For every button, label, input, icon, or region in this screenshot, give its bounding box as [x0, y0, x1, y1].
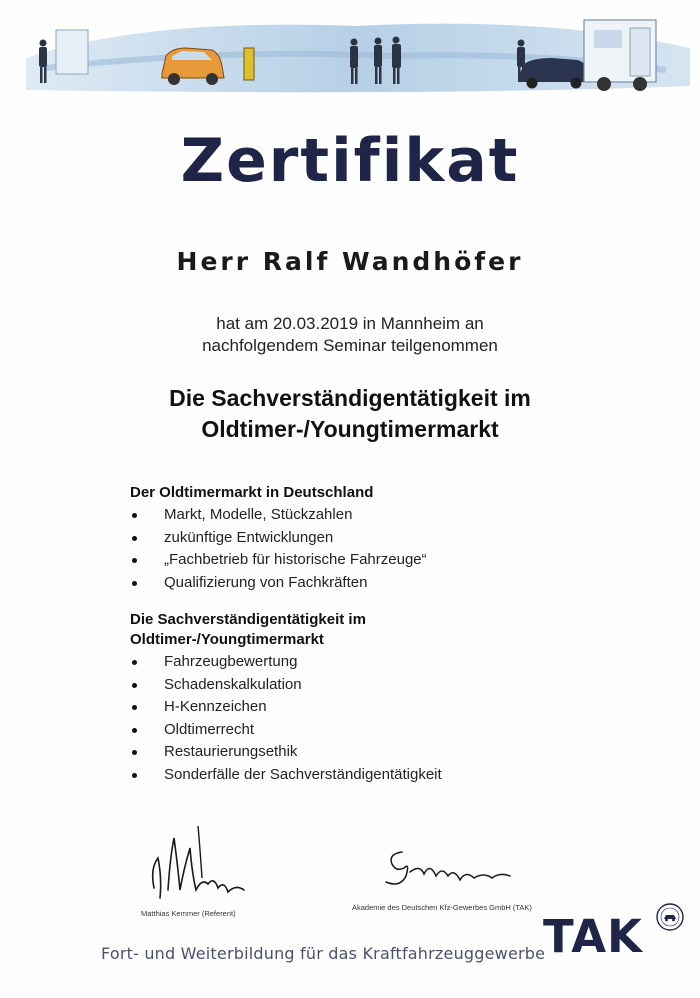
- attendance-statement: [0, 313, 700, 357]
- signature-left: [140, 818, 260, 904]
- section-2-list: [130, 652, 442, 788]
- tak-logo: TAK: [543, 910, 643, 963]
- signature-right-caption: Akademie des Deutschen Kfz-Gewerbes GmbH (TAK): [352, 903, 532, 912]
- list-item: Qualifizierung von Fachkräften: [130, 573, 427, 596]
- footer-tagline: Fort- und Weiterbildung für das Kraftfahrzeuggewerbe: [101, 944, 546, 963]
- list-item: zukünftige Entwicklungen: [130, 528, 427, 551]
- section-2-heading: [130, 610, 366, 650]
- list-item: Restaurierungsethik: [130, 742, 442, 765]
- seminar-title-line-2: Oldtimer-/Youngtimermarkt: [201, 416, 499, 442]
- list-item: „Fachbetrieb für historische Fahrzeuge“: [130, 550, 427, 573]
- section-1-heading: Der Oldtimermarkt in Deutschland: [130, 484, 374, 501]
- section-2-heading-line-2: Oldtimer-/Youngtimermarkt: [130, 631, 324, 648]
- signature-left-caption: Matthias Kemmer (Referent): [141, 909, 236, 918]
- attendance-line-2: nachfolgendem Seminar teilgenommen: [202, 336, 498, 355]
- signature-right: [380, 842, 530, 894]
- list-item: Fahrzeugbewertung: [130, 652, 442, 675]
- section-2-heading-line-1: Die Sachverständigentätigkeit im: [130, 611, 366, 628]
- seminar-title-line-1: Die Sachverständigentätigkeit im: [169, 385, 531, 411]
- attendance-line-1: hat am 20.03.2019 in Mannheim an: [216, 314, 484, 333]
- list-item: Schadenskalkulation: [130, 675, 442, 698]
- section-1-list: [130, 505, 427, 595]
- seminar-title: [0, 383, 700, 445]
- list-item: H-Kennzeichen: [130, 697, 442, 720]
- certificate-title: Zertifikat: [180, 126, 520, 196]
- list-item: Oldtimerrecht: [130, 720, 442, 743]
- list-item: Sonderfälle der Sachverständigentätigkeit: [130, 765, 442, 788]
- list-item: Markt, Modelle, Stückzahlen: [130, 505, 427, 528]
- tak-seal-icon: [655, 902, 685, 932]
- header-banner-illustration: [26, 8, 690, 104]
- recipient-name: Herr Ralf Wandhöfer: [176, 247, 524, 276]
